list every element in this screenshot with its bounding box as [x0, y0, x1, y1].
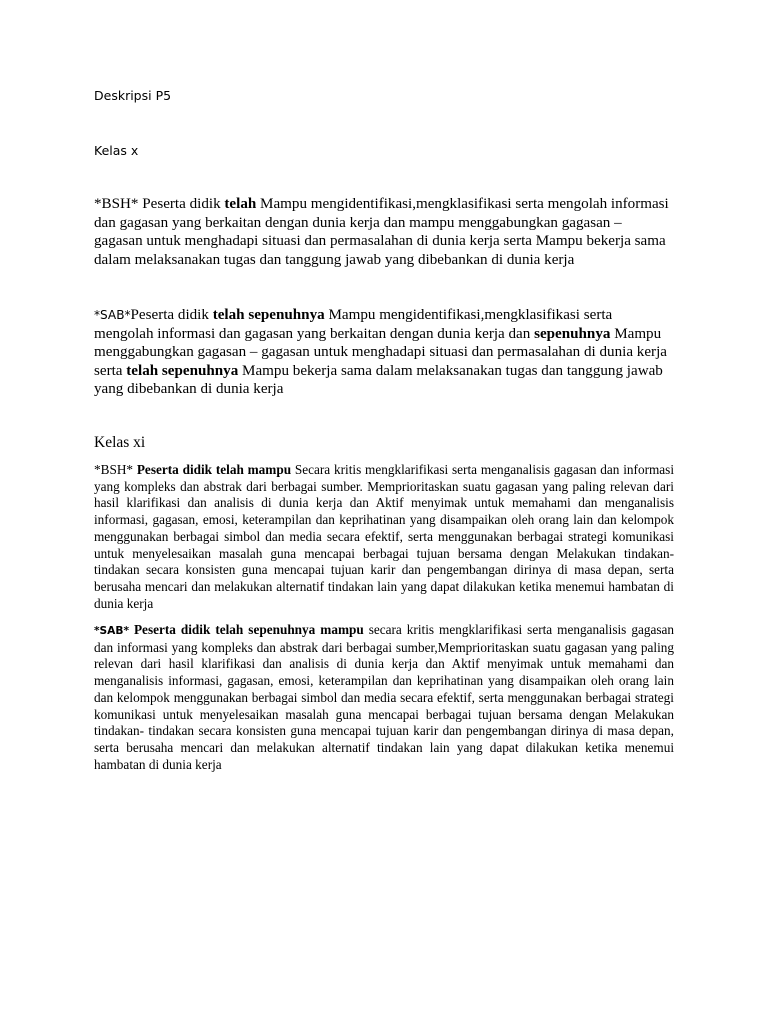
bold-run: telah sepenuhnya — [126, 362, 239, 379]
text-run: secara kritis mengklarifikasi serta menganalisis gagasan dan informasi yang kompleks dan abstrak dari berbagai sumber,Memprioritaskan suatu gagasan yang paling relevan dari hasil klarifikasi dan analisis di dunia kerja dan Aktif menyimak untuk memahami dan menganalisis informasi, gagasan, emosi, keterampilan dan keprihatinan yang disampaikan oleh orang lain dan kelompok menggunakan berbagai simbol dan media secara efektif, serta menggunakan berbagai strategi komunikasi untuk menyelesaikan masalah guna mencapai berbagai tujuan bersama dengan Melakukan tindakan- tindakan secara konsisten guna mencapai tujuan karir dan pengembangan dirinya di masa depan, serta berusaha mencari dan melakukan alternatif tindakan lain yang dapat dilakukan ketika menemui hambatan di dunia kerja — [94, 622, 674, 772]
kelas-x-heading: Kelas x — [94, 143, 139, 158]
text-run: Peserta didik — [138, 196, 225, 212]
bold-run: telah — [224, 196, 257, 212]
text-run: Secara kritis mengklarifikasi serta menganalisis gagasan dan informasi yang kompleks dan abstrak dari berbagai sumber. Memprioritaskan suatu gagasan yang paling relevan dari hasil klarifikasi dan analisis di dunia kerja dan Aktif menyimak untuk memahami dan menganalisis informasi, gagasan, emosi, keterampilan dan keprihatinan yang disampaikan oleh orang lain dan kelompok menggunakan berbagai simbol dan media secara efektif, serta menggunakan berbagai strategi komunikasi untuk menyelesaikan masalah guna mencapai berbagai tujuan bersama dengan Melakukan tindakan- tindakan secara konsisten guna mencapai tujuan karir dan pengembangan dirinya di masa depan, serta berusaha mencari dan melakukan alternatif tindakan lain yang dapat dilakukan ketika menemui hambatan di dunia kerja — [94, 462, 675, 611]
bsh-tag: *BSH* — [94, 462, 134, 477]
text-run: Mampu mengidentifikasi,mengklasifikasi serta mengolah informasi dan gagasan yang berkaitan dengan dunia kerja dan — [94, 307, 613, 342]
bsh-tag: *BSH* — [94, 196, 139, 212]
text-run: Mampu mengidentifikasi,mengklasifikasi serta mengolah informasi dan gagasan yang berkaitan dengan dunia kerja dan mampu menggabungkan gagasan – gagasan untuk menghadapi situasi dan permasalahan di dunia kerja serta Mampu bekerja sama dalam melaksanakan tugas dan tanggung jawab yang dibebankan di dunia kerja — [94, 196, 669, 268]
bold-run: Peserta didik telah sepenuhnya mampu — [133, 622, 364, 637]
bold-run: telah sepenuhnya — [212, 307, 325, 323]
bold-run: Peserta didik telah mampu — [136, 462, 292, 477]
kelas-x-bsh-paragraph — [94, 195, 674, 269]
kelas-xi-heading: Kelas xi — [94, 434, 146, 451]
sab-tag: *SAB* — [94, 308, 131, 322]
kelas-xi-sab-paragraph — [94, 622, 674, 773]
kelas-xi-bsh-paragraph — [94, 462, 674, 612]
bold-run: sepenuhnya — [534, 325, 611, 342]
sab-tag: *SAB* — [94, 625, 129, 637]
text-run: Mampu bekerja sama dalam melaksanakan tugas dan tanggung jawab yang dibebankan di dunia kerja — [94, 362, 663, 398]
document-title: Deskripsi P5 — [94, 88, 172, 103]
text-run: Peserta didik — [130, 307, 213, 323]
kelas-x-sab-paragraph — [94, 306, 674, 399]
text-run: Mampu menggabungkan gagasan – gagasan untuk menghadapi situasi dan permasalahan di dunia kerja serta — [94, 325, 667, 379]
